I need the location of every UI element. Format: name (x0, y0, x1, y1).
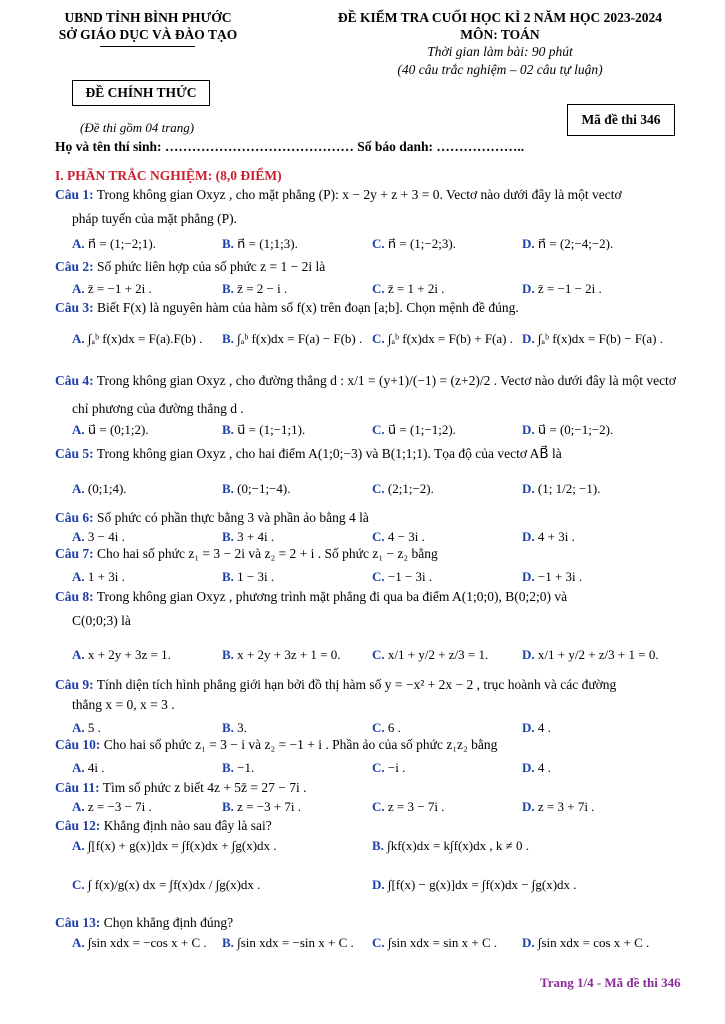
option-text: −1 − 3i . (387, 569, 433, 584)
option-d[interactable] (522, 720, 551, 736)
option-text: −1 + 3i . (537, 569, 583, 584)
option-text: ∫[f(x) − g(x)]dx = ∫f(x)dx − ∫g(x)dx . (387, 877, 577, 892)
option-d[interactable] (522, 647, 659, 663)
option-text: z = 3 − 7i . (387, 799, 445, 814)
option-text: n⃗ = (1;−2;3). (387, 236, 456, 251)
option-d[interactable] (522, 331, 663, 347)
school-board-name: SỞ GIÁO DỤC VÀ ĐÀO TẠO (58, 27, 238, 42)
option-b[interactable] (222, 331, 362, 347)
option-label: D. (522, 236, 535, 251)
question-number: Câu 5: (55, 446, 94, 461)
option-a[interactable] (72, 799, 152, 815)
option-c[interactable] (372, 720, 401, 736)
option-c[interactable] (372, 529, 425, 545)
option-text: ∫sin xdx = cos x + C . (537, 935, 650, 950)
option-label: D. (522, 647, 535, 662)
question-text: Cho hai số phức z₁ = 3 − i và z₂ = −1 + i . Phần ảo của số phức z₁z₂ bằng (103, 737, 498, 752)
option-label: C. (372, 760, 385, 775)
question-9 (55, 677, 616, 693)
option-a[interactable] (72, 422, 149, 438)
question-12 (55, 818, 272, 834)
question-number: Câu 1: (55, 187, 94, 202)
option-text: ∫ f(x)/g(x) dx = ∫f(x)dx / ∫g(x)dx . (87, 877, 261, 892)
option-c[interactable] (372, 935, 497, 951)
exam-time: Thời gian làm bài: 90 phút (427, 44, 573, 59)
option-d[interactable] (522, 569, 582, 585)
option-text: ∫ₐᵇ f(x)dx = F(a) − F(b) . (237, 331, 363, 346)
option-b[interactable] (222, 760, 254, 776)
option-text: 3. (237, 720, 247, 735)
option-c[interactable] (372, 799, 444, 815)
exam-title: ĐỀ KIỂM TRA CUỐI HỌC KÌ 2 NĂM HỌC 2023-2024 (337, 10, 663, 25)
option-label: B. (222, 760, 234, 775)
option-text: ∫ₐᵇ f(x)dx = F(b) − F(a) . (537, 331, 663, 346)
option-a[interactable] (72, 236, 156, 252)
option-d[interactable] (372, 877, 577, 893)
option-b[interactable] (372, 838, 529, 854)
option-c[interactable] (372, 647, 488, 663)
option-label: C. (372, 935, 385, 950)
option-text: n⃗ = (2;−4;−2). (537, 236, 614, 251)
option-text: (0;−1;−4). (237, 481, 291, 496)
question-7 (55, 546, 438, 562)
option-label: A. (72, 281, 85, 296)
option-d[interactable] (522, 799, 594, 815)
option-label: B. (222, 481, 234, 496)
option-label: B. (222, 720, 234, 735)
option-text: z = 3 + 7i . (537, 799, 595, 814)
question-text-continued: pháp tuyến của mặt phẳng (P). (72, 211, 237, 226)
option-label: A. (72, 720, 85, 735)
option-label: D. (522, 281, 535, 296)
option-label: C. (372, 569, 385, 584)
question-text: Số phức liên hợp của số phức z = 1 − 2i là (97, 259, 326, 274)
option-c[interactable] (372, 236, 456, 252)
question-text: Trong không gian Oxyz , cho hai điểm A(1;0;−3) và B(1;1;1). Tọa độ của vectơ AB⃗ là (96, 446, 562, 461)
question-number: Câu 2: (55, 259, 94, 274)
option-c[interactable] (372, 422, 456, 438)
question-11 (55, 780, 307, 796)
option-text: x + 2y + 3z = 1. (87, 647, 171, 662)
question-text: Tìm số phức z biết 4z + 5z̄ = 27 − 7i . (102, 780, 307, 795)
option-a[interactable] (72, 760, 105, 776)
option-label: A. (72, 331, 85, 346)
question-text: Khẳng định nào sau đây là sai? (103, 818, 272, 833)
question-number: Câu 6: (55, 510, 94, 525)
option-label: B. (222, 569, 234, 584)
option-b[interactable] (222, 647, 341, 663)
question-text-continued: C(0;0;3) là (72, 613, 131, 628)
question-number: Câu 4: (55, 373, 94, 388)
option-text: 1 + 3i . (87, 569, 125, 584)
question-number: Câu 9: (55, 677, 94, 692)
question-6 (55, 510, 369, 526)
option-text: z̄ = 1 + 2i . (387, 281, 445, 296)
option-label: C. (372, 647, 385, 662)
option-text: ∫[f(x) + g(x)]dx = ∫f(x)dx + ∫g(x)dx . (87, 838, 277, 853)
option-d[interactable] (522, 935, 649, 951)
option-b[interactable] (222, 799, 301, 815)
option-text: (0;1;4). (87, 481, 127, 496)
question-number: Câu 12: (55, 818, 101, 833)
option-text: −1. (237, 760, 255, 775)
option-label: A. (72, 481, 85, 496)
option-text: 3 − 4i . (87, 529, 125, 544)
option-label: A. (72, 236, 85, 251)
question-10 (55, 737, 497, 753)
question-text: Tính diện tích hình phẳng giới hạn bởi đồ thị hàm số y = −x² + 2x − 2 , trục hoành và các đường (96, 677, 617, 692)
option-text: (1; 1/2; −1). (537, 481, 601, 496)
option-label: C. (372, 331, 385, 346)
option-label: B. (222, 236, 234, 251)
question-number: Câu 10: (55, 737, 101, 752)
option-label: D. (372, 877, 385, 892)
option-b[interactable] (222, 529, 274, 545)
option-text: 4i . (87, 760, 105, 775)
option-label: C. (372, 422, 385, 437)
department-name: UBND TỈNH BÌNH PHƯỚC (64, 10, 232, 25)
option-label: C. (72, 877, 85, 892)
question-number: Câu 11: (55, 780, 100, 795)
option-d[interactable] (522, 281, 602, 297)
question-text: Chọn khẳng định đúng? (103, 915, 234, 930)
question-text: Trong không gian Oxyz , cho mặt phẳng (P): x − 2y + z + 3 = 0. Vectơ nào dưới đây là một vectơ (96, 187, 622, 202)
option-label: D. (522, 481, 535, 496)
section-title: I. PHẦN TRẮC NGHIỆM: (8,0 ĐIỂM) (55, 168, 282, 183)
question-number: Câu 13: (55, 915, 101, 930)
option-a[interactable] (72, 935, 207, 951)
student-info-line: Họ và tên thí sinh: …………………………………… Số báo danh: ……………….. (55, 139, 525, 154)
option-b[interactable] (222, 569, 274, 585)
option-b[interactable] (222, 236, 298, 252)
exam-code-box: Mã đề thi 346 (567, 104, 675, 136)
option-label: A. (72, 799, 85, 814)
option-a[interactable] (72, 569, 125, 585)
option-b[interactable] (222, 481, 290, 497)
option-text: n⃗ = (1;1;3). (237, 236, 298, 251)
option-b[interactable] (222, 935, 354, 951)
option-label: B. (222, 935, 234, 950)
option-label: D. (522, 799, 535, 814)
question-4 (55, 373, 676, 389)
option-label: B. (222, 799, 234, 814)
header-divider (100, 46, 195, 47)
option-c[interactable] (372, 760, 405, 776)
option-label: A. (72, 760, 85, 775)
option-text: x/1 + y/2 + z/3 = 1. (387, 647, 489, 662)
option-text: u⃗ = (1;−1;2). (387, 422, 456, 437)
question-text: Trong không gian Oxyz , phương trình mặt phẳng đi qua ba điểm A(1;0;0), B(0;2;0) và (96, 589, 568, 604)
option-a[interactable] (72, 647, 171, 663)
option-label: A. (72, 935, 85, 950)
option-text: ∫kf(x)dx = k∫f(x)dx , k ≠ 0 . (387, 838, 529, 853)
option-label: B. (222, 331, 234, 346)
option-label: D. (522, 422, 535, 437)
option-label: D. (522, 935, 535, 950)
option-text: 4 + 3i . (537, 529, 575, 544)
option-label: D. (522, 569, 535, 584)
option-text: z̄ = −1 + 2i . (87, 281, 152, 296)
option-label: B. (222, 281, 234, 296)
option-c[interactable] (372, 569, 432, 585)
option-label: C. (372, 481, 385, 496)
option-text: ∫ₐᵇ f(x)dx = F(b) + F(a) . (387, 331, 513, 346)
option-text: u⃗ = (0;−1;−2). (537, 422, 614, 437)
option-text: ∫ₐᵇ f(x)dx = F(a).F(b) . (87, 331, 203, 346)
option-d[interactable] (522, 529, 575, 545)
option-label: A. (72, 647, 85, 662)
option-text: −i . (387, 760, 406, 775)
question-text-continued: chỉ phương của đường thẳng d . (72, 401, 244, 416)
page-footer: Trang 1/4 - Mã đề thi 346 (540, 975, 681, 990)
option-label: D. (522, 760, 535, 775)
question-5 (55, 446, 562, 462)
subject: MÔN: TOÁN (460, 27, 540, 42)
option-text: 6 . (387, 720, 401, 735)
option-text: 4 − 3i . (387, 529, 425, 544)
option-label: C. (372, 281, 385, 296)
exam-format: (40 câu trắc nghiệm – 02 câu tự luận) (397, 62, 603, 77)
question-2 (55, 259, 325, 275)
option-d[interactable] (522, 236, 613, 252)
question-text: Số phức có phần thực bằng 3 và phần ảo bằng 4 là (97, 510, 369, 525)
option-a[interactable] (72, 720, 101, 736)
option-text: ∫sin xdx = −sin x + C . (237, 935, 354, 950)
option-b[interactable] (222, 281, 287, 297)
option-label: B. (222, 422, 234, 437)
option-d[interactable] (522, 422, 613, 438)
question-text: Biết F(x) là nguyên hàm của hàm số f(x) trên đoạn [a;b]. Chọn mệnh đề đúng. (97, 300, 519, 315)
question-number: Câu 8: (55, 589, 94, 604)
option-b[interactable] (222, 422, 305, 438)
option-text: 1 − 3i . (237, 569, 275, 584)
option-b[interactable] (222, 720, 247, 736)
option-label: B. (222, 647, 234, 662)
option-text: 5 . (87, 720, 101, 735)
option-text: ∫sin xdx = −cos x + C . (87, 935, 207, 950)
option-a[interactable] (72, 529, 125, 545)
question-number: Câu 7: (55, 546, 94, 561)
question-1 (55, 187, 622, 203)
option-text: u⃗ = (1;−1;1). (237, 422, 306, 437)
page-count-note: (Đề thi gồm 04 trang) (80, 120, 195, 135)
option-c[interactable] (372, 481, 434, 497)
option-a[interactable] (72, 838, 277, 854)
option-text: z̄ = −1 − 2i . (537, 281, 602, 296)
option-label: C. (372, 236, 385, 251)
option-a[interactable] (72, 331, 202, 347)
option-label: D. (522, 720, 535, 735)
option-text: z̄ = 2 − i . (237, 281, 288, 296)
option-label: D. (522, 331, 535, 346)
official-label-box: ĐỀ CHÍNH THỨC (72, 80, 210, 106)
option-label: A. (72, 422, 85, 437)
option-c[interactable] (372, 331, 513, 347)
option-c[interactable] (372, 281, 444, 297)
option-label: C. (372, 529, 385, 544)
option-label: A. (72, 838, 85, 853)
question-text-continued: thẳng x = 0, x = 3 . (72, 697, 175, 712)
option-a[interactable] (72, 481, 127, 497)
option-text: z = −3 + 7i . (237, 799, 302, 814)
option-label: B. (222, 529, 234, 544)
question-text: Cho hai số phức z₁ = 3 − 2i và z₂ = 2 + i . Số phức z₁ − z₂ bằng (97, 546, 438, 561)
option-c[interactable] (72, 877, 260, 893)
option-text: u⃗ = (0;1;2). (87, 422, 149, 437)
question-text: Trong không gian Oxyz , cho đường thẳng d : x/1 = (y+1)/(−1) = (z+2)/2 . Vectơ nào dưới đây là một vectơ (96, 373, 676, 388)
option-label: C. (372, 720, 385, 735)
option-d[interactable] (522, 760, 551, 776)
option-a[interactable] (72, 281, 152, 297)
question-number: Câu 3: (55, 300, 94, 315)
option-text: z = −3 − 7i . (87, 799, 152, 814)
option-label: C. (372, 799, 385, 814)
option-text: x + 2y + 3z + 1 = 0. (237, 647, 341, 662)
option-label: A. (72, 569, 85, 584)
option-text: n⃗ = (1;−2;1). (87, 236, 156, 251)
option-d[interactable] (522, 481, 600, 497)
option-text: 4 . (537, 720, 551, 735)
option-text: x/1 + y/2 + z/3 + 1 = 0. (537, 647, 659, 662)
option-label: A. (72, 529, 85, 544)
question-8 (55, 589, 567, 605)
question-13 (55, 915, 233, 931)
question-3 (55, 300, 519, 316)
option-label: B. (372, 838, 384, 853)
option-text: 3 + 4i . (237, 529, 275, 544)
option-label: D. (522, 529, 535, 544)
option-text: ∫sin xdx = sin x + C . (387, 935, 498, 950)
option-text: 4 . (537, 760, 551, 775)
option-text: (2;1;−2). (387, 481, 434, 496)
